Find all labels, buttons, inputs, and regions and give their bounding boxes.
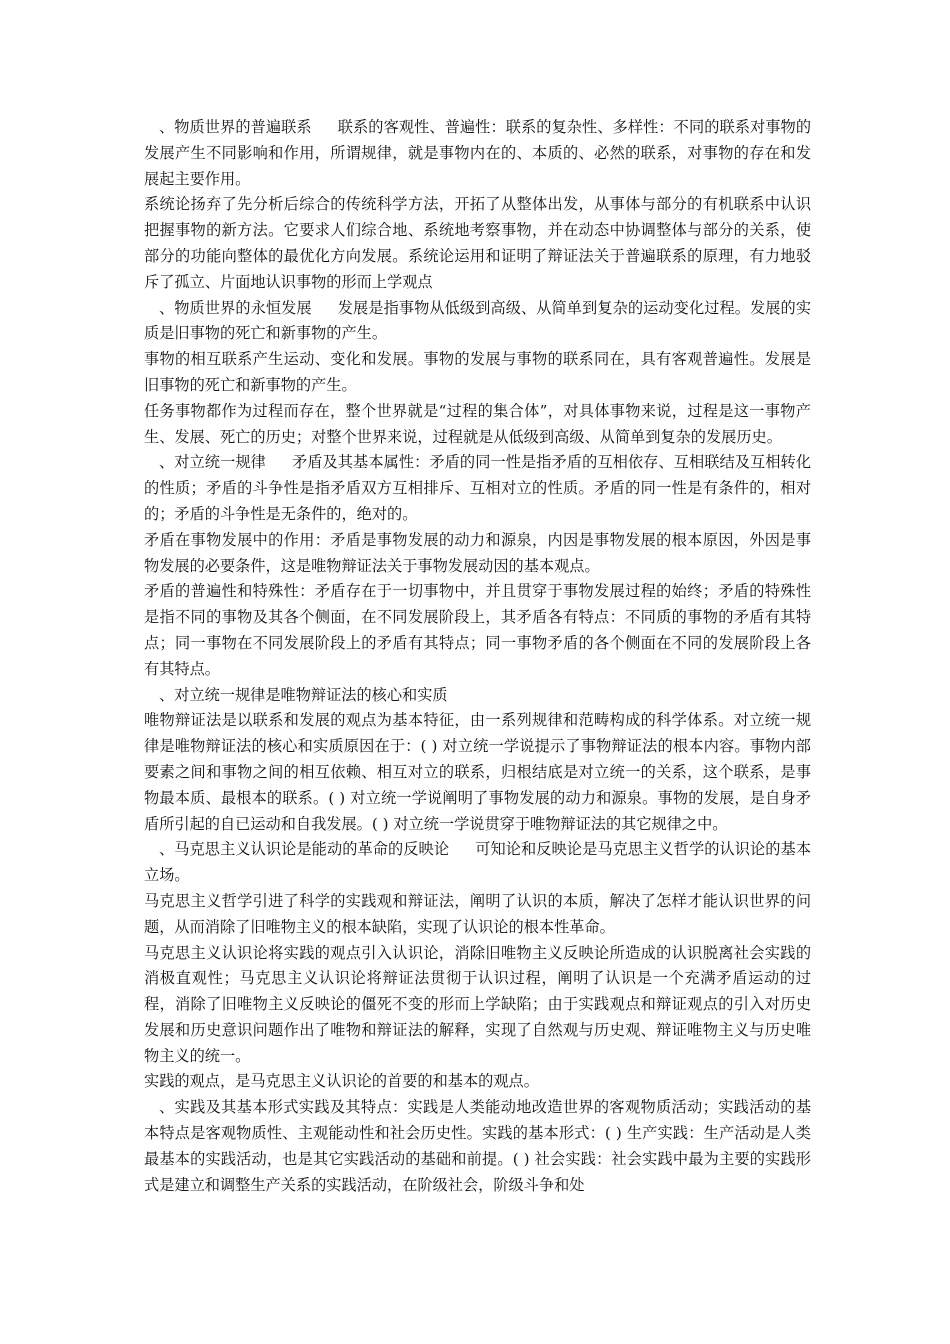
paragraph-text: 马克思主义认识论将实践的观点引入认识论，消除旧唯物主义反映论所造成的认识脱离社会实践的消极直观性；马克思主义认识论将辩证法贯彻于认识过程，阐明了认识是一个充满矛盾运动的过程，消除了旧唯物主义反映论的僵死不变的形而上学缺陷；由于实践观点和辩证观点的引入对历史发展和历史意识问题作出了唯物和辩证法的解释，实现了自然观与历史观、辩证唯物主义与历史唯物主义的统一。 (144, 943, 811, 1065)
paragraph-unity-of-opposites (144, 450, 811, 527)
paragraph-universal-connection (144, 115, 811, 192)
paragraph-text: 联系的客观性、普遍性：联系的复杂性、多样性：不同的联系对事物的发展产生不同影响和作用，所谓规律，就是事物内在的、本质的、必然的联系，对事物的存在和发展起主要作用。 (144, 118, 812, 188)
paragraph-text: 矛盾及其基本属性：矛盾的同一性是指矛盾的互相依存、互相联结及互相转化的性质；矛盾的斗争性是指矛盾双方互相排斥、互相对立的性质。矛盾的同一性是有条件的，相对的；矛盾的斗争性是无条件的，绝对的。 (144, 453, 812, 523)
paragraph-practice-forms (144, 1095, 811, 1198)
paragraph-contradiction-role (144, 528, 811, 580)
paragraph-text: 、实践及其基本形式实践及其特点：实践是人类能动地改造世界的客观物质活动；实践活动的基本特点是客观物质性、主观能动性和社会历史性。实践的基本形式：( ) 生产实践：生产活动是人类最基本的实践活动，也是其它实践活动的基础和前提。( ) 社会实践：社会实践中最为主要的实践形式是建立和调整生产关系的实践活动，在阶级社会，阶级斗争和处 (144, 1098, 811, 1194)
paragraph-text: 矛盾在事物发展中的作用：矛盾是事物发展的动力和源泉，内因是事物发展的根本原因，外因是事物发展的必要条件，这是唯物辩证法关于事物发展动因的基本观点。 (144, 530, 811, 575)
section-heading: 、物质世界的永恒发展 (159, 298, 312, 317)
section-heading: 、物质世界的普遍联系 (159, 118, 312, 136)
section-heading: 、马克思主义认识论是能动的革命的反映论 (159, 840, 450, 859)
paragraph-text: 马克思主义哲学引进了科学的实践观和辩证法，阐明了认识的本质，解决了怎样才能认识世界的问题，从而消除了旧唯物主义的根本缺陷，实现了认识论的根本性革命。 (144, 891, 811, 936)
paragraph-practice-view (144, 889, 811, 941)
paragraph-process (144, 399, 811, 451)
paragraph-systems-theory (144, 192, 811, 295)
paragraph-core-of-dialectics-heading (144, 683, 811, 709)
paragraph-materialist-dialectics (144, 708, 811, 837)
paragraph-text: 矛盾的普遍性和特殊性：矛盾存在于一切事物中，并且贯穿于事物发展过程的始终；矛盾的特殊性是指不同的事物及其各个侧面，在不同发展阶段上，其矛盾各有特点：不同质的事物的矛盾有其特点；同一事物在不同发展阶段上的矛盾有其特点；同一事物矛盾的各个侧面在不同的发展阶段上各有其特点。 (144, 582, 811, 678)
paragraph-contradiction-universality (144, 579, 811, 682)
paragraph-interconnection (144, 347, 811, 399)
paragraph-text: 事物的相互联系产生运动、变化和发展。事物的发展与事物的联系同在，具有客观普遍性。发展是旧事物的死亡和新事物的产生。 (144, 350, 811, 394)
paragraph-practice-first (144, 1069, 811, 1095)
paragraph-text: 任务事物都作为过程而存在，整个世界就是“过程的集合体”，对具体事物来说，过程是这一事物产生、发展、死亡的历史；对整个世界来说，过程就是从低级到高级、从简单到复杂的发展历史。 (144, 401, 811, 446)
paragraph-text: 系统论扬弃了先分析后综合的传统科学方法，开拓了从整体出发，从事体与部分的有机联系中认识把握事物的新方法。它要求人们综合地、系统地考察事物，并在动态中协调整体与部分的关系，使部分的功能向整体的最优化方向发展。系统论运用和证明了辩证法关于普遍联系的原理，有力地驳斥了孤立、片面地认识事物的形而上学观点 (144, 195, 811, 291)
paragraph-eternal-development (144, 296, 811, 348)
paragraph-marxist-epistemology (144, 837, 811, 889)
document-body (144, 115, 811, 1198)
paragraph-text: 唯物辩证法是以联系和发展的观点为基本特征，由一系列规律和范畴构成的科学体系。对立统一规律是唯物辩证法的核心和实质原因在于：( ) 对立统一学说提示了事物辩证法的根本内容。事物内部要素之间和事物之间的相互依赖、相互对立的联系，归根结底是对立统一的关系，这个联系，是事物最本质、最根本的联系。( ) 对立统一学说阐明了事物发展的动力和源泉。事物的发展，是自身矛盾所引起的自已运动和自我发展。( ) 对立统一学说贯穿于唯物辩证法的其它规律之中。 (144, 711, 811, 833)
paragraph-text: 可知论和反映论是马克思主义哲学的认识论的基本立场。 (144, 840, 812, 885)
section-heading: 、对立统一规律 (159, 453, 266, 472)
section-heading: 、对立统一规律是唯物辩证法的核心和实质 (159, 685, 448, 704)
paragraph-text: 实践的观点，是马克思主义认识论的首要的和基本的观点。 (144, 1072, 539, 1091)
paragraph-text: 发展是指事物从低级到高级、从简单到复杂的运动变化过程。发展的实质是旧事物的死亡和新事物的产生。 (144, 298, 812, 343)
paragraph-epistemology-revolution (144, 941, 811, 1070)
